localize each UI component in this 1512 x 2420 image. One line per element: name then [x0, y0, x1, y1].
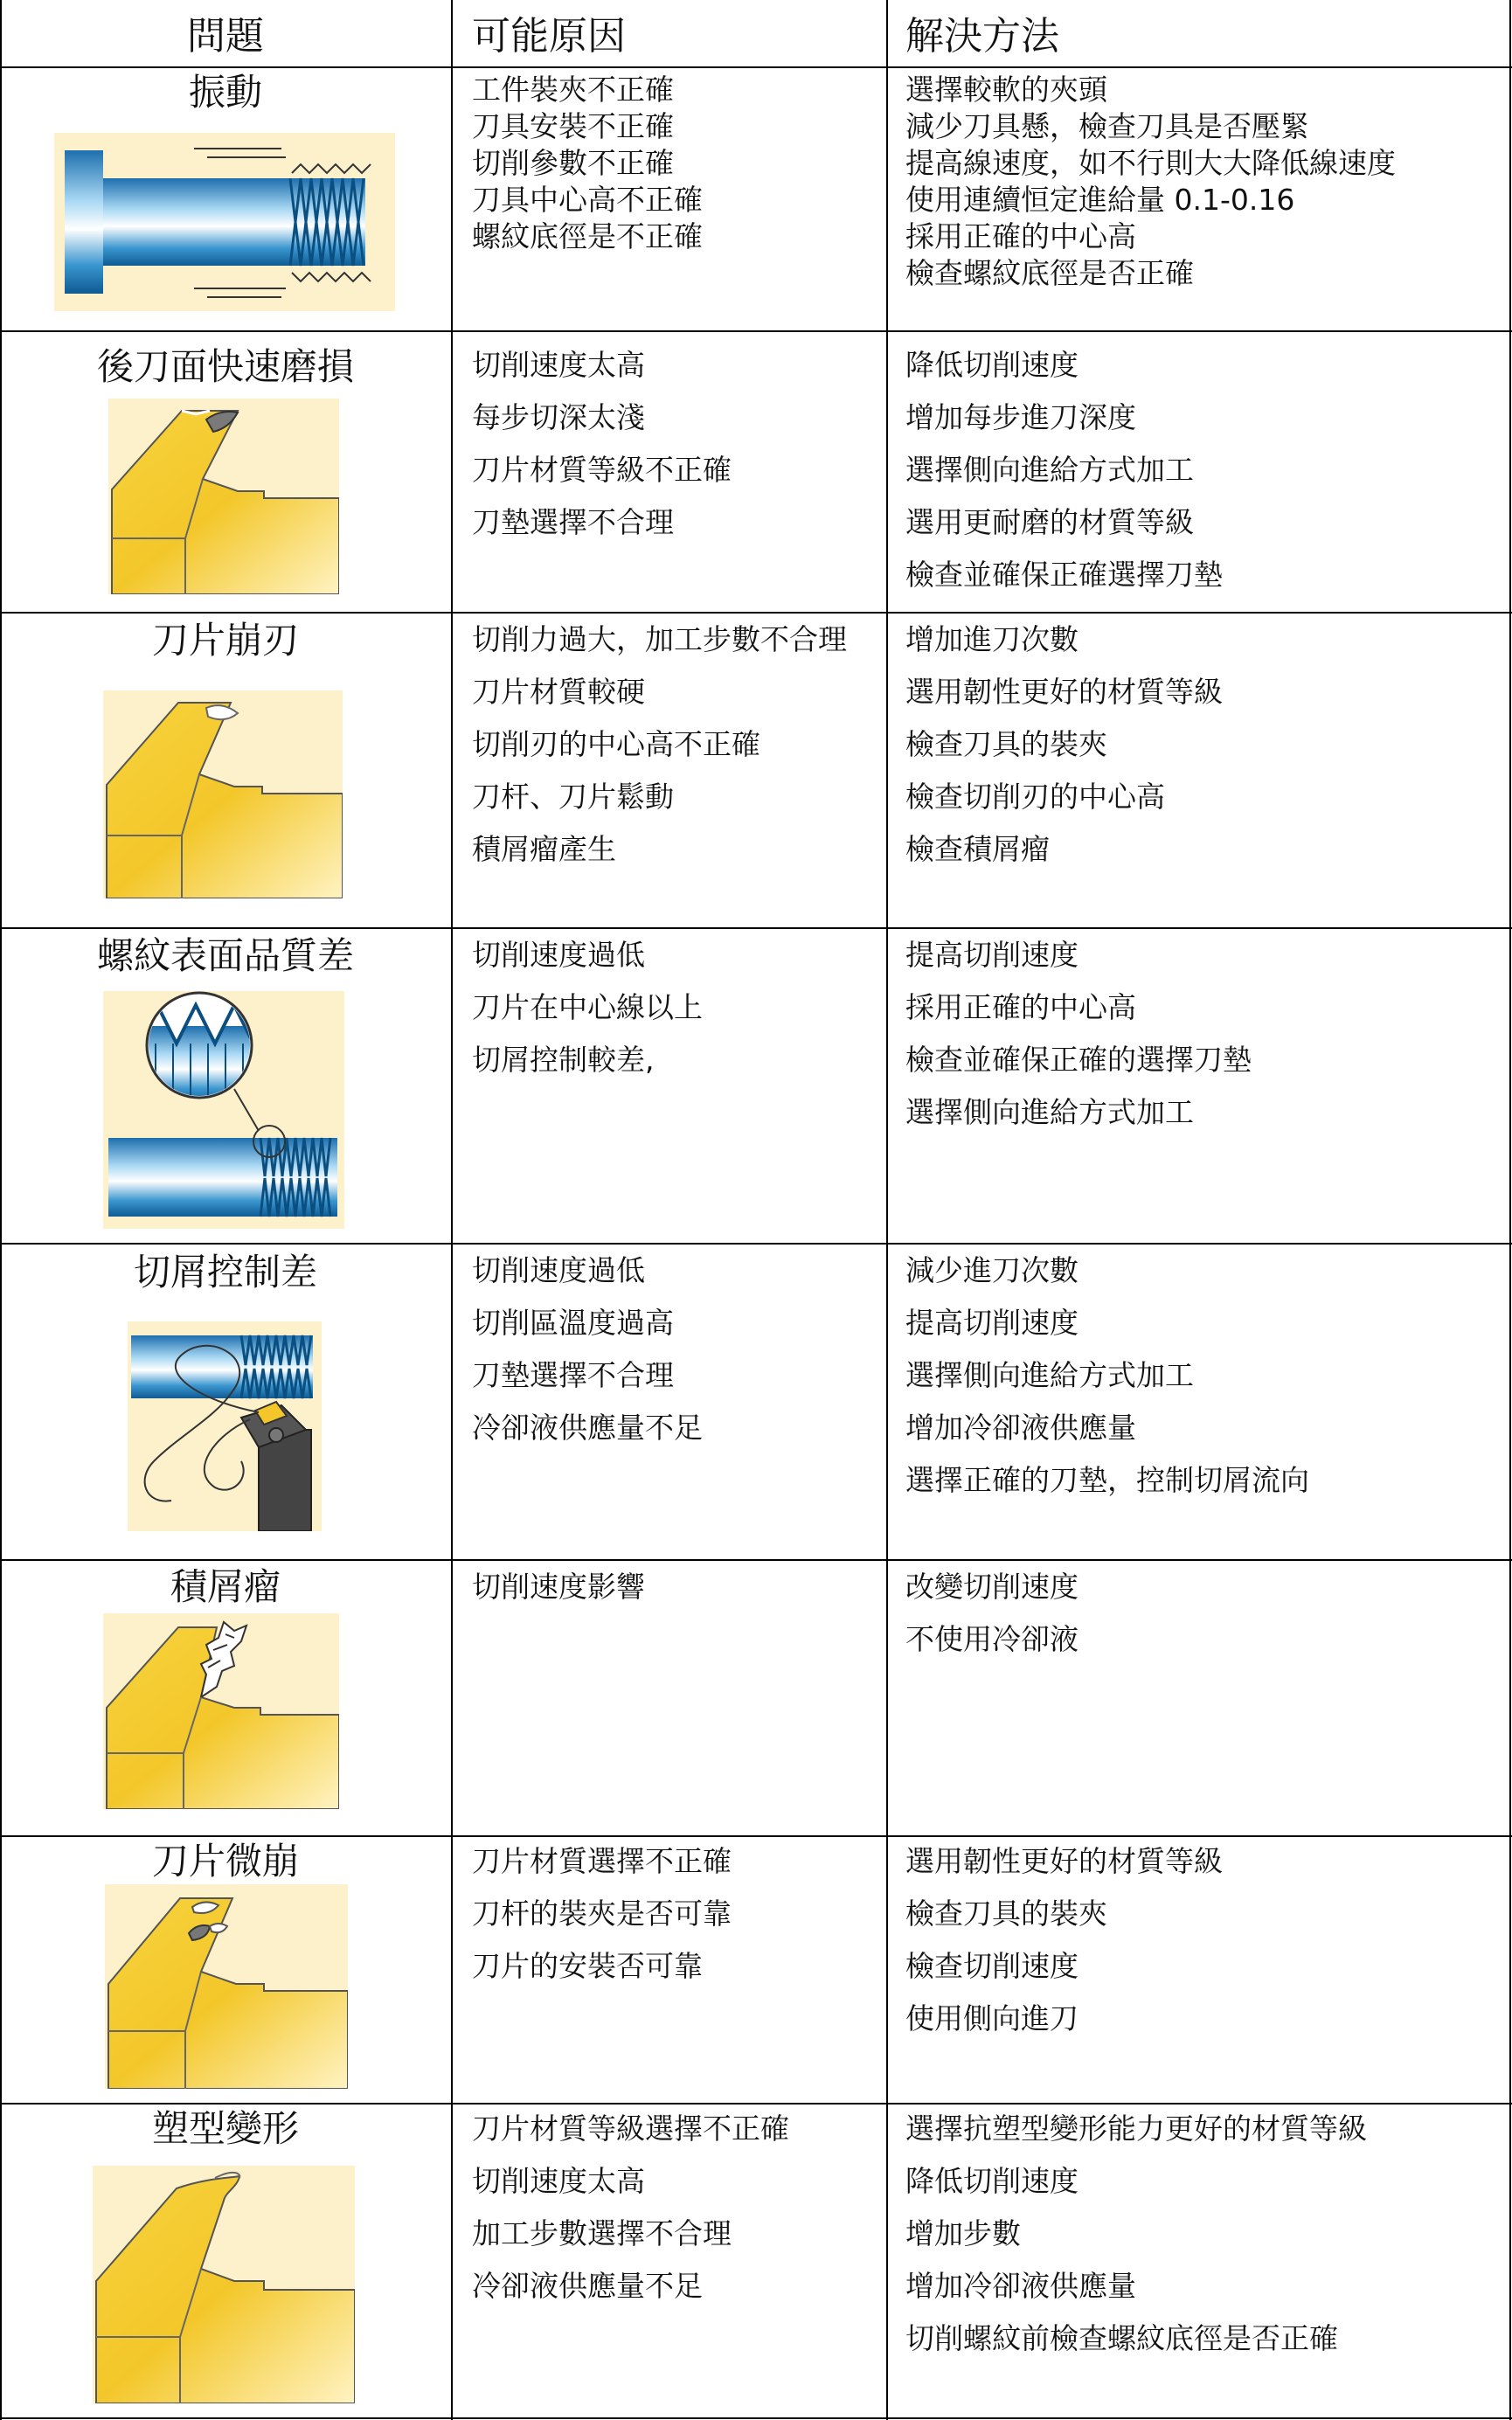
solution-item: 提高切削速度	[905, 938, 1079, 972]
solution-list	[905, 1835, 1223, 2045]
table-border-bottom	[0, 2417, 1512, 2419]
cause-item: 切削刃的中心高不正確	[472, 727, 760, 761]
flank-wear-insert-icon	[108, 399, 339, 594]
plastic-deformation-insert-icon	[93, 2166, 355, 2403]
cause-list	[472, 1561, 645, 1613]
solution-item: 切削螺紋前檢查螺紋底徑是否正確	[905, 2321, 1338, 2355]
header-problem: 問題	[187, 14, 264, 59]
solution-item: 檢查切削速度	[905, 1949, 1079, 1983]
cause-item: 刀片在中心線以上	[472, 990, 703, 1024]
cause-item: 刀具安裝不正確	[472, 109, 674, 143]
solution-item: 選擇正確的刀墊，控制切屑流向	[905, 1463, 1309, 1497]
solution-item: 不使用冷卻液	[905, 1622, 1079, 1656]
cause-list	[472, 2103, 789, 2313]
solution-item: 選用韌性更好的材質等級	[905, 1844, 1223, 1878]
solution-list	[905, 2103, 1367, 2365]
cause-item: 切屑控制較差,	[472, 1043, 655, 1077]
chipped-insert-edge-icon	[103, 690, 343, 898]
cause-item: 切削速度太高	[472, 2164, 645, 2198]
solution-item: 選擇較軟的夾頭	[905, 73, 1107, 107]
cause-item: 刀墊選擇不合理	[472, 1358, 674, 1392]
cause-list	[472, 1835, 732, 1993]
cause-item: 切削參數不正確	[472, 146, 674, 180]
row-divider	[0, 927, 1512, 929]
cause-item: 刀具中心高不正確	[472, 183, 703, 217]
cause-list	[472, 929, 703, 1086]
cause-item: 切削速度影響	[472, 1570, 645, 1604]
problem-title: 積屑瘤	[170, 1565, 281, 1608]
solution-item: 檢查切削刃的中心高	[905, 780, 1165, 814]
cause-item: 刀片材質等級選擇不正確	[472, 2111, 789, 2146]
cause-item: 螺紋底徑是不正確	[472, 219, 703, 253]
solution-item: 選擇抗塑型變形能力更好的材質等級	[905, 2111, 1367, 2146]
solution-item: 檢查並確保正確選擇刀墊	[905, 558, 1223, 592]
solution-item: 使用側向進刀	[905, 2001, 1079, 2035]
cause-item: 刀墊選擇不合理	[472, 505, 674, 539]
cause-item: 積屑瘤產生	[472, 832, 616, 866]
solution-item: 選擇側向進給方式加工	[905, 1358, 1194, 1392]
solution-item: 降低切削速度	[905, 348, 1079, 382]
solution-item: 增加進刀次數	[905, 622, 1079, 656]
problem-title: 刀片崩刃	[151, 619, 299, 662]
solution-item: 降低切削速度	[905, 2164, 1079, 2198]
solution-item: 檢查刀具的裝夾	[905, 727, 1107, 761]
solution-item: 採用正確的中心高	[905, 990, 1136, 1024]
cause-item: 切削速度過低	[472, 938, 645, 972]
problem-title: 切屑控制差	[133, 1251, 317, 1293]
solution-list	[905, 72, 1396, 292]
thread-surface-magnifier-icon	[103, 991, 344, 1229]
problem-title: 螺紋表面品質差	[96, 934, 354, 977]
solution-item: 檢查刀具的裝夾	[905, 1896, 1107, 1931]
table-border-right	[1509, 0, 1511, 2420]
header-divider	[0, 66, 1512, 68]
cause-item: 刀杆、刀片鬆動	[472, 780, 674, 814]
vibrating-threaded-workpiece-icon	[54, 133, 395, 311]
solution-item: 增加每步進刀深度	[905, 400, 1136, 434]
solution-item: 提高切削速度	[905, 1306, 1079, 1340]
micro-chipping-insert-icon	[105, 1884, 348, 2089]
built-up-edge-insert-icon	[103, 1613, 339, 1809]
solution-item: 採用正確的中心高	[905, 219, 1136, 253]
cause-item: 刀杆的裝夾是否可靠	[472, 1896, 732, 1931]
solution-item: 選擇側向進給方式加工	[905, 453, 1194, 487]
solution-item: 增加步數	[905, 2216, 1021, 2250]
cause-item: 刀片材質等級不正確	[472, 453, 732, 487]
solution-item: 檢查積屑瘤	[905, 832, 1050, 866]
chip-control-toolholder-icon	[128, 1321, 322, 1531]
problem-title: 刀片微崩	[151, 1840, 299, 1883]
solution-list	[905, 614, 1223, 876]
cause-list	[472, 339, 732, 549]
cause-item: 切削力過大，加工步數不合理	[472, 622, 847, 656]
solution-item: 增加冷卻液供應量	[905, 2269, 1136, 2303]
solution-item: 減少刀具懸，檢查刀具是否壓緊	[905, 109, 1309, 143]
solution-item: 選用韌性更好的材質等級	[905, 675, 1223, 709]
solution-item: 檢查並確保正確的選擇刀墊	[905, 1043, 1252, 1077]
cause-list	[472, 72, 703, 255]
column-divider-1	[451, 0, 453, 2420]
solution-item: 選用更耐磨的材質等級	[905, 505, 1194, 539]
solution-item: 改變切削速度	[905, 1570, 1079, 1604]
solution-list	[905, 1561, 1079, 1666]
problem-title: 振動	[188, 71, 262, 114]
cause-item: 切削速度過低	[472, 1253, 645, 1287]
solution-list	[905, 1245, 1309, 1507]
cause-item: 工件裝夾不正確	[472, 73, 674, 107]
cause-item: 切削區溫度過高	[472, 1306, 674, 1340]
cause-item: 切削速度太高	[472, 348, 645, 382]
solution-list	[905, 339, 1223, 601]
solution-list	[905, 929, 1252, 1139]
solution-item: 減少進刀次數	[905, 1253, 1079, 1287]
row-divider	[0, 1835, 1512, 1837]
header-solution: 解決方法	[905, 14, 1059, 59]
solution-item: 增加冷卻液供應量	[905, 1411, 1136, 1445]
cause-item: 刀片的安裝否可靠	[472, 1949, 703, 1983]
header-cause: 可能原因	[472, 14, 626, 59]
cause-item: 每步切深太淺	[472, 400, 645, 434]
problem-title: 後刀面快速磨損	[96, 345, 354, 388]
cause-item: 冷卻液供應量不足	[472, 1411, 703, 1445]
problem-title: 塑型變形	[151, 2107, 299, 2150]
column-divider-2	[886, 0, 888, 2420]
solution-item: 提高線速度，如不行則大大降低線速度	[905, 146, 1396, 180]
solution-item: 使用連續恒定進給量 0.1-0.16	[905, 183, 1295, 217]
row-divider	[0, 1559, 1512, 1561]
cause-list	[472, 614, 847, 876]
cause-item: 冷卻液供應量不足	[472, 2269, 703, 2303]
cause-item: 刀片材質較硬	[472, 675, 645, 709]
solution-item: 檢查螺紋底徑是否正確	[905, 256, 1194, 290]
cause-list	[472, 1245, 703, 1454]
row-divider	[0, 330, 1512, 332]
solution-item: 選擇側向進給方式加工	[905, 1095, 1194, 1129]
cause-item: 加工步數選擇不合理	[472, 2216, 732, 2250]
cause-item: 刀片材質選擇不正確	[472, 1844, 732, 1878]
